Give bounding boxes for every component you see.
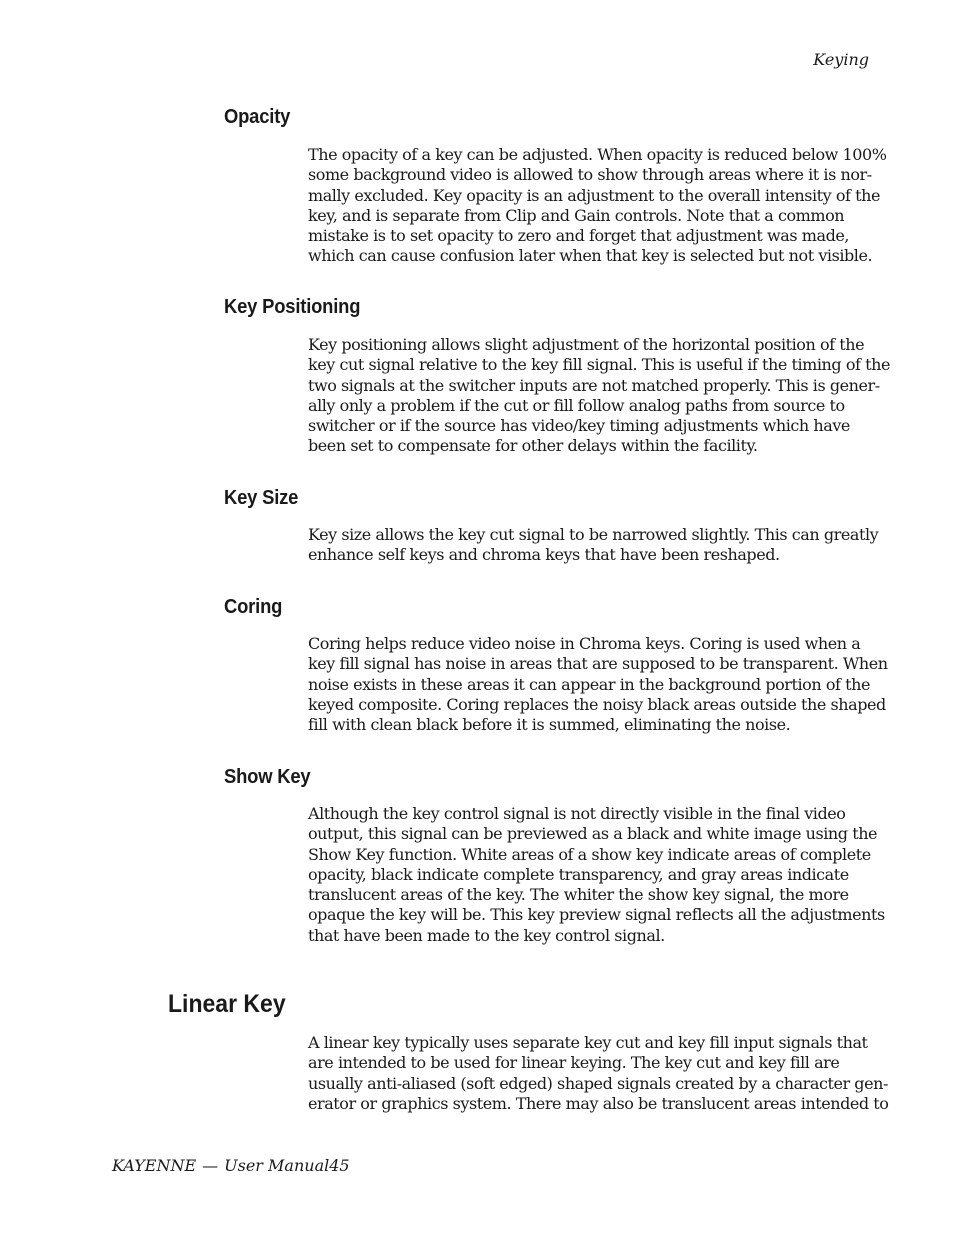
footer-manual: User Manual45 [224,1156,350,1175]
paragraph-coring [308,634,888,735]
text-line: that have been made to the key control signal. [308,925,665,945]
text-line: output, this signal can be previewed as a black and white image using the [308,824,878,844]
text-line: mistake is to set opacity to zero and forget that adjustment was made, [308,226,850,246]
section-heading-show-key: Show Key [224,766,311,788]
text-line: been set to compensate for other delays within the facility. [308,436,758,456]
paragraph-key-positioning [308,335,890,457]
footer-separator: — [202,1156,219,1175]
text-line: key fill signal has noise in areas that are supposed to be transparent. When [308,654,888,674]
text-line: two signals at the switcher inputs are not matched properly. This is gener- [308,375,880,395]
text-line: are intended to be used for linear keying. The key cut and key fill are [308,1053,840,1073]
paragraph-show-key [308,804,885,946]
text-line: keyed composite. Coring replaces the noisy black areas outside the shaped [308,694,886,714]
text-line: mally excluded. Key opacity is an adjustment to the overall intensity of the [308,185,880,205]
text-line: Show Key function. White areas of a show key indicate areas of complete [308,844,871,864]
text-line: ally only a problem if the cut or fill follow analog paths from source to [308,395,845,415]
text-line: fill with clean black before it is summed, eliminating the noise. [308,715,791,735]
page-footer [112,1156,350,1175]
text-line: opacity, black indicate complete transparency, and gray areas indicate [308,864,849,884]
paragraph-opacity [308,145,887,267]
text-line: Although the key control signal is not directly visible in the final video [308,804,846,823]
text-line: some background video is allowed to show through areas where it is nor- [308,165,872,185]
text-line: usually anti-aliased (soft edged) shaped signals created by a character gen- [308,1073,888,1093]
running-header: Keying [813,50,869,69]
text-line: switcher or if the source has video/key timing adjustments which have [308,416,850,436]
text-line: key, and is separate from Clip and Gain controls. Note that a common [308,205,845,225]
paragraph-key-size [308,525,878,566]
text-line: which can cause confusion later when that key is selected but not visible. [308,246,873,266]
chapter-heading-linear-key: Linear Key [168,990,286,1018]
text-line: key cut signal relative to the key fill signal. This is useful if the timing of the [308,355,890,375]
section-heading-coring: Coring [224,596,283,618]
section-heading-key-size: Key Size [224,487,299,509]
text-line: enhance self keys and chroma keys that have been reshaped. [308,545,780,565]
paragraph-linear-key [308,1033,889,1114]
text-line: A linear key typically uses separate key cut and key fill input signals that [308,1033,868,1052]
text-line: noise exists in these areas it can appear in the background portion of the [308,674,870,694]
text-line: erator or graphics system. There may also be translucent areas intended to [308,1093,889,1113]
text-line: Key size allows the key cut signal to be narrowed slightly. This can greatly [308,525,879,544]
footer-product: KAYENNE [112,1156,197,1175]
text-line: translucent areas of the key. The whiter the show key signal, the more [308,885,849,905]
text-line: Coring helps reduce video noise in Chroma keys. Coring is used when a [308,634,861,653]
text-line: Key positioning allows slight adjustment of the horizontal position of the [308,335,865,354]
section-heading-opacity: Opacity [224,106,291,128]
text-line: The opacity of a key can be adjusted. When opacity is reduced below 100% [308,145,887,164]
text-line: opaque the key will be. This key preview signal reflects all the adjustments [308,905,885,925]
section-heading-key-positioning: Key Positioning [224,296,361,318]
